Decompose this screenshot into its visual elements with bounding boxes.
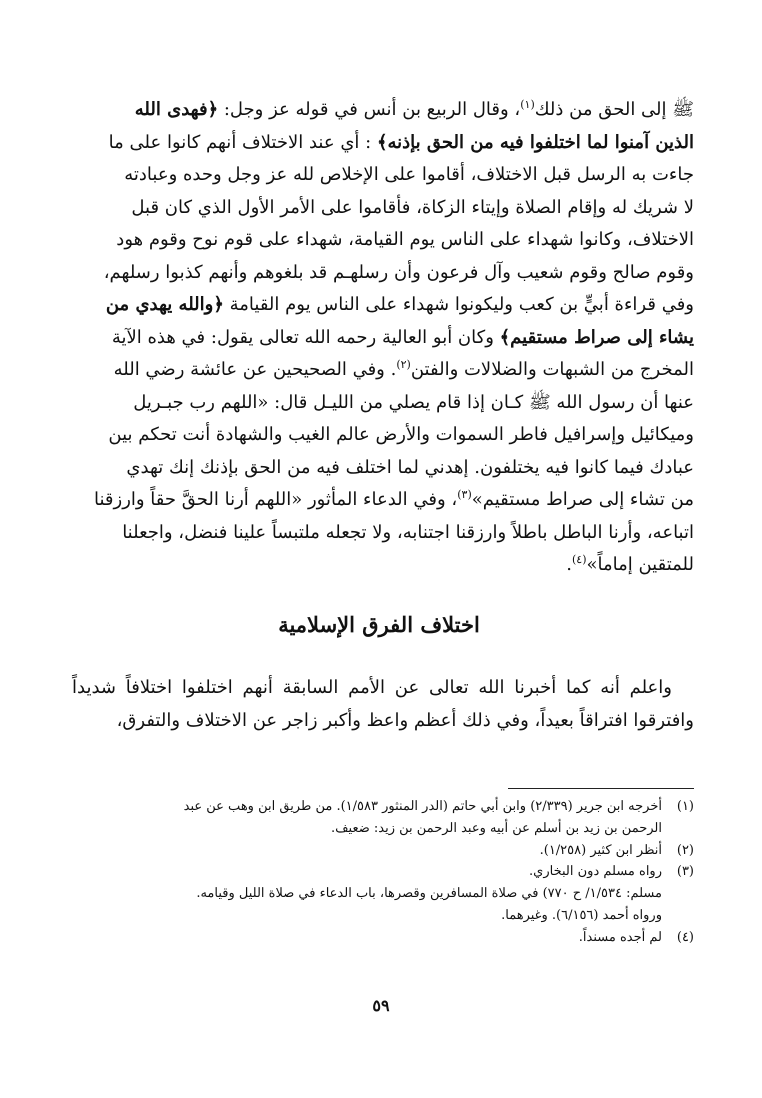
footnote-line: أنظر ابن كثير (١/٢٥٨). [539, 842, 662, 858]
quran-quote: ﴿والله يهدي من [105, 294, 224, 315]
footnote-line: أخرجه ابن جرير (٢/٣٣٩) وابن أبي حاتم (الدر المنثور ١/٥٨٣). من طريق ابن وهب عن عبد [183, 799, 662, 814]
text-run: وفي قراءة أبيٍّ بن كعب وليكونوا شهداء على الناس يوم القيامة [223, 294, 694, 315]
text-run: الاختلاف، وكانوا شهداء على الناس يوم القيامة، شهداء على قوم نوح وقوم هود [116, 229, 694, 250]
text-line [72, 127, 694, 160]
text-line [72, 289, 694, 322]
footnote-marker: (٣) [457, 488, 472, 501]
text-line [72, 549, 694, 582]
footnote-marker: (١) [520, 98, 535, 111]
quran-quote: الذين آمنوا لما اختلفوا فيه من الحق بإذنه﴾ [376, 131, 694, 153]
text-run: للمتقين إماماً» [586, 554, 694, 575]
footnote-line: رواه مسلم دون البخاري. [529, 864, 662, 880]
quran-quote: ﴿فهدى الله [134, 99, 219, 120]
text-run: . [566, 554, 572, 575]
text-run: ، وقال الربيع بن أنس في قوله عز وجل: [218, 99, 521, 120]
text-line [72, 257, 694, 290]
text-line [72, 419, 694, 452]
footnote-line: لم أجده مسنداً. [578, 929, 662, 945]
text-run: وقوم صالح وقوم شعيب وآل فرعون وأن رسلهـم قد بلغوهم وأنهم كذبوا رسلهم، [103, 261, 694, 283]
text-run: اتباعه، وأرنا الباطل باطلاً وارزقنا اجتنابه، ولا تجعله ملتبساً علينا فنضل، واجعلنا [122, 521, 694, 543]
text-line [72, 484, 694, 517]
text-line [72, 387, 694, 420]
footnote [72, 796, 694, 840]
text-run: عنها أن رسول الله ﷺ كـان إذا قام يصلي من الليـل قال: «اللهم رب جبـريل [133, 391, 694, 413]
footnote-number: (٤) [676, 929, 694, 945]
footnote-line: مسلم: ١/٥٣٤/ ح ٧٧٠) في صلاة المسافرين وقصرها، باب الدعاء في صلاة الليل وقيامه. [196, 886, 662, 902]
text-run: لا شريك له وإقام الصلاة وإيتاء الزكاة، فأقاموا على الأمر الأول الذي كان قبل [131, 196, 694, 218]
text-run: . وفي الصحيحين عن عائشة رضي الله [113, 359, 397, 380]
text-run: : أي عند الاختلاف أنهم كانوا على ما [108, 131, 377, 153]
text-line [72, 159, 694, 192]
text-line: وافترقوا افتراقاً بعيداً، وفي ذلك أعظم واعظ وأكبر زاجر عن الاختلاف والتفرق، [116, 709, 694, 731]
footnote [72, 861, 694, 926]
text-run: من تشاء إلى صراط مستقيم» [471, 489, 694, 510]
text-run: ، وفي الدعاء المأثور «اللهم أرنا الحقَّ حقاً وارزقنا [93, 489, 458, 510]
footnote-number: (٣) [676, 864, 694, 880]
text-run: جاءت به الرسل قبل الاختلاف، أقاموا على الإخلاص لله عز وجل وحده وعبادته [124, 164, 694, 185]
text-run: ﷺ إلى الحق من ذلك [534, 99, 694, 120]
text-run: عبادك فيما كانوا فيه يختلفون. إهدني لما اختلف فيه من الحق بإذنك إنك تهدي [126, 456, 694, 478]
footnote [72, 840, 694, 862]
text-run: وميكائيل وإسرافيل فاطر السموات والأرض عالم الغيب والشهادة أنت تحكم بين [108, 424, 694, 445]
footnote-marker: (٢) [396, 358, 411, 371]
text-line [72, 354, 694, 387]
text-line [72, 94, 694, 127]
footnote-separator [508, 788, 694, 789]
text-line [72, 452, 694, 485]
text-run: وكان أبو العالية رحمه الله تعالى يقول: في هذه الآية [111, 326, 500, 348]
text-line: واعلم أنه كما أخبرنا الله تعالى عن الأمم السابقة أنهم اختلفوا اختلافاً شديداً [72, 677, 672, 698]
paragraph-text [72, 672, 694, 737]
footnotes [72, 796, 694, 949]
text-run: المخرج من الشبهات والضلالات والفتن [410, 359, 694, 380]
text-line [72, 322, 694, 355]
footnote-marker: (٤) [571, 553, 587, 566]
footnote-number: (٢) [676, 842, 694, 858]
page-number: ٥٩ [372, 996, 390, 1015]
main-paragraph [72, 94, 694, 582]
text-line [72, 192, 694, 225]
second-paragraph [72, 672, 694, 737]
footnote-line: الرحمن بن زيد بن أسلم عن أبيه وعبد الرحمن بن زيد: ضعيف. [330, 820, 662, 836]
footnote-number: (١) [676, 799, 694, 814]
quran-quote: يشاء إلى صراط مستقيم﴾ [499, 326, 694, 348]
footnote-line: ورواه أحمد (٦/١٥٦). وغيرهما. [501, 907, 662, 923]
footnote [72, 927, 694, 949]
text-line [72, 224, 694, 257]
text-line [72, 517, 694, 550]
section-heading: اختلاف الفرق الإسلامية [278, 612, 480, 637]
